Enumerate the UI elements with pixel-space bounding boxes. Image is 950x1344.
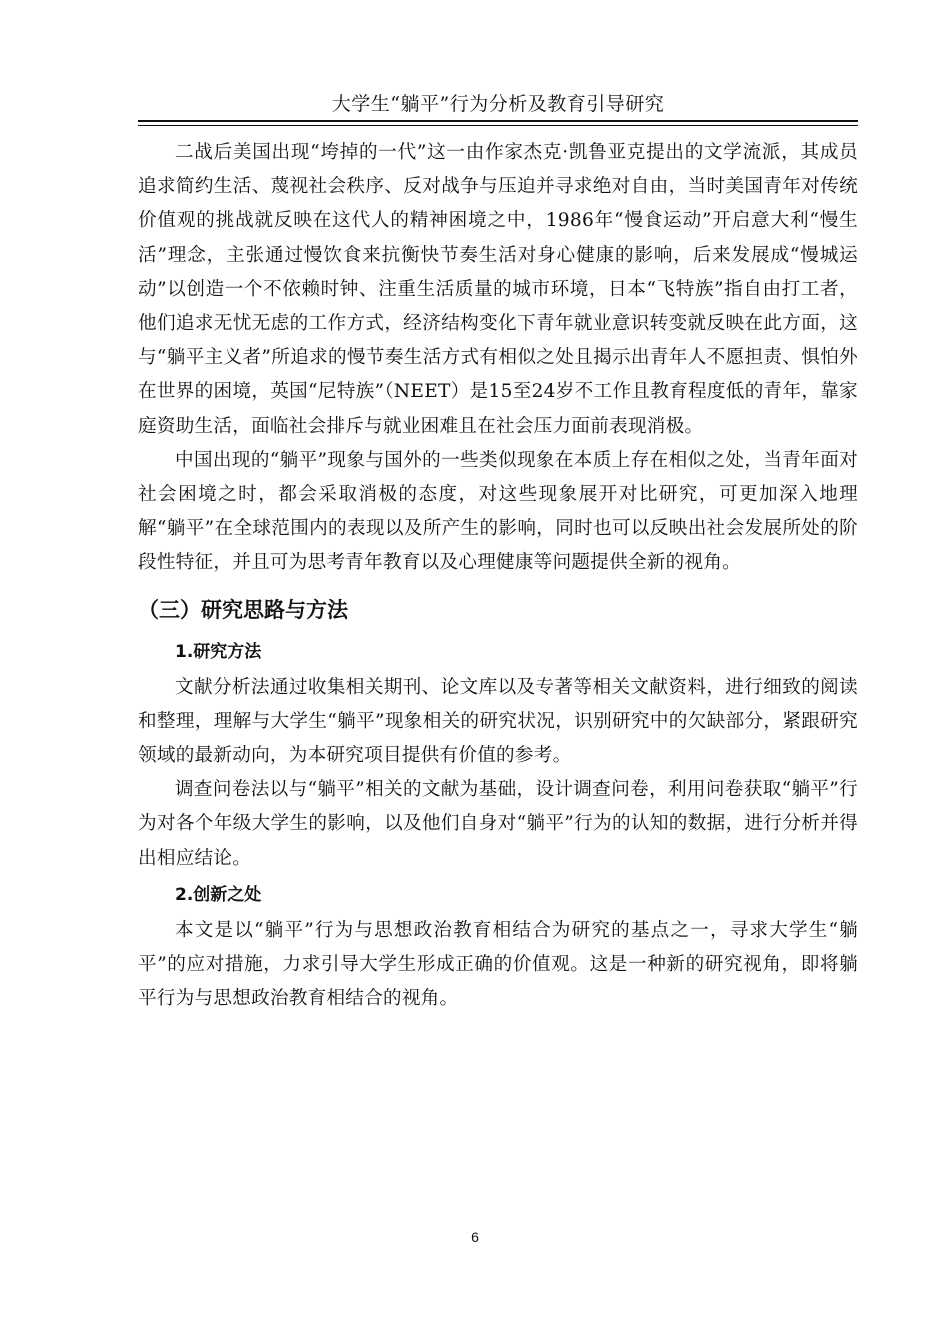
page-number: 6	[471, 1229, 479, 1245]
body-text	[138, 136, 858, 1016]
subsection-heading-methods: 1.研究方法	[175, 641, 262, 662]
subsection-heading-innovation: 2.创新之处	[175, 884, 262, 905]
paragraph-literature-method: 文献分析法通过收集相关期刊、论文库以及专著等相关文献资料，进行细致的阅读和整理，理解与大学生“躺平”现象相关的研究状况，识别研究中的欠缺部分，紧跟研究领域的最新动向，为本研究项目提供有价值的参考。	[138, 676, 858, 767]
paragraph-innovation: 本文是以“躺平”行为与思想政治教育相结合为研究的基点之一，寻求大学生“躺平”的应对措施，力求引导大学生形成正确的价值观。这是一种新的研究视角，即将躺平行为与思想政治教育相结合的视角。	[138, 919, 858, 1010]
paragraph-survey-method: 调查问卷法以与“躺平”相关的文献为基础，设计调查问卷，利用问卷获取“躺平”行为对各个年级大学生的影响，以及他们自身对“躺平”行为的认知的数据，进行分析并得出相应结论。	[138, 779, 858, 869]
running-header: 大学生“躺平”行为分析及教育引导研究	[331, 93, 665, 115]
section-heading: （三）研究思路与方法	[138, 597, 348, 622]
paragraph-foreign-phenomena: 二战后美国出现“垮掉的一代”这一由作家杰克·凯鲁亚克提出的文学流派，其成员追求简约生活、蔑视社会秩序、反对战争与压迫并寻求绝对自由，当时美国青年对传统价值观的挑战就反映在这代人的精神困境之中，1986年“慢食运动”开启意大利“慢生活”理念，主张通过慢饮食来抗衡快节奏生活对身心健康的影响，后来发展成“慢城运动”以创造一个不依赖时钟、注重生活质量的城市环境，日本“飞特族”指自由打工者，他们追求无忧无虑的工作方式，经济结构变化下青年就业意识转变就反映在此方面，这与“躺平主义者”所追求的慢节奏生活方式有相似之处且揭示出青年人不愿担责、惧怕外在世界的困境，英国“尼特族”（NEET）是15至24岁不工作且教育程度低的青年，靠家庭资助生活，面临社会排斥与就业困难且在社会压力面前表现消极。	[138, 142, 858, 437]
header-rule-thin	[138, 125, 858, 126]
paragraph-comparison: 中国出现的“躺平”现象与国外的一些类似现象在本质上存在相似之处，当青年面对社会困境之时，都会采取消极的态度，对这些现象展开对比研究，可更加深入地理解“躺平”在全球范围内的表现以及所产生的影响，同时也可以反映出社会发展所处的阶段性特征，并且可为思考青年教育以及心理健康等问题提供全新的视角。	[138, 449, 858, 574]
header-rule	[138, 120, 858, 122]
